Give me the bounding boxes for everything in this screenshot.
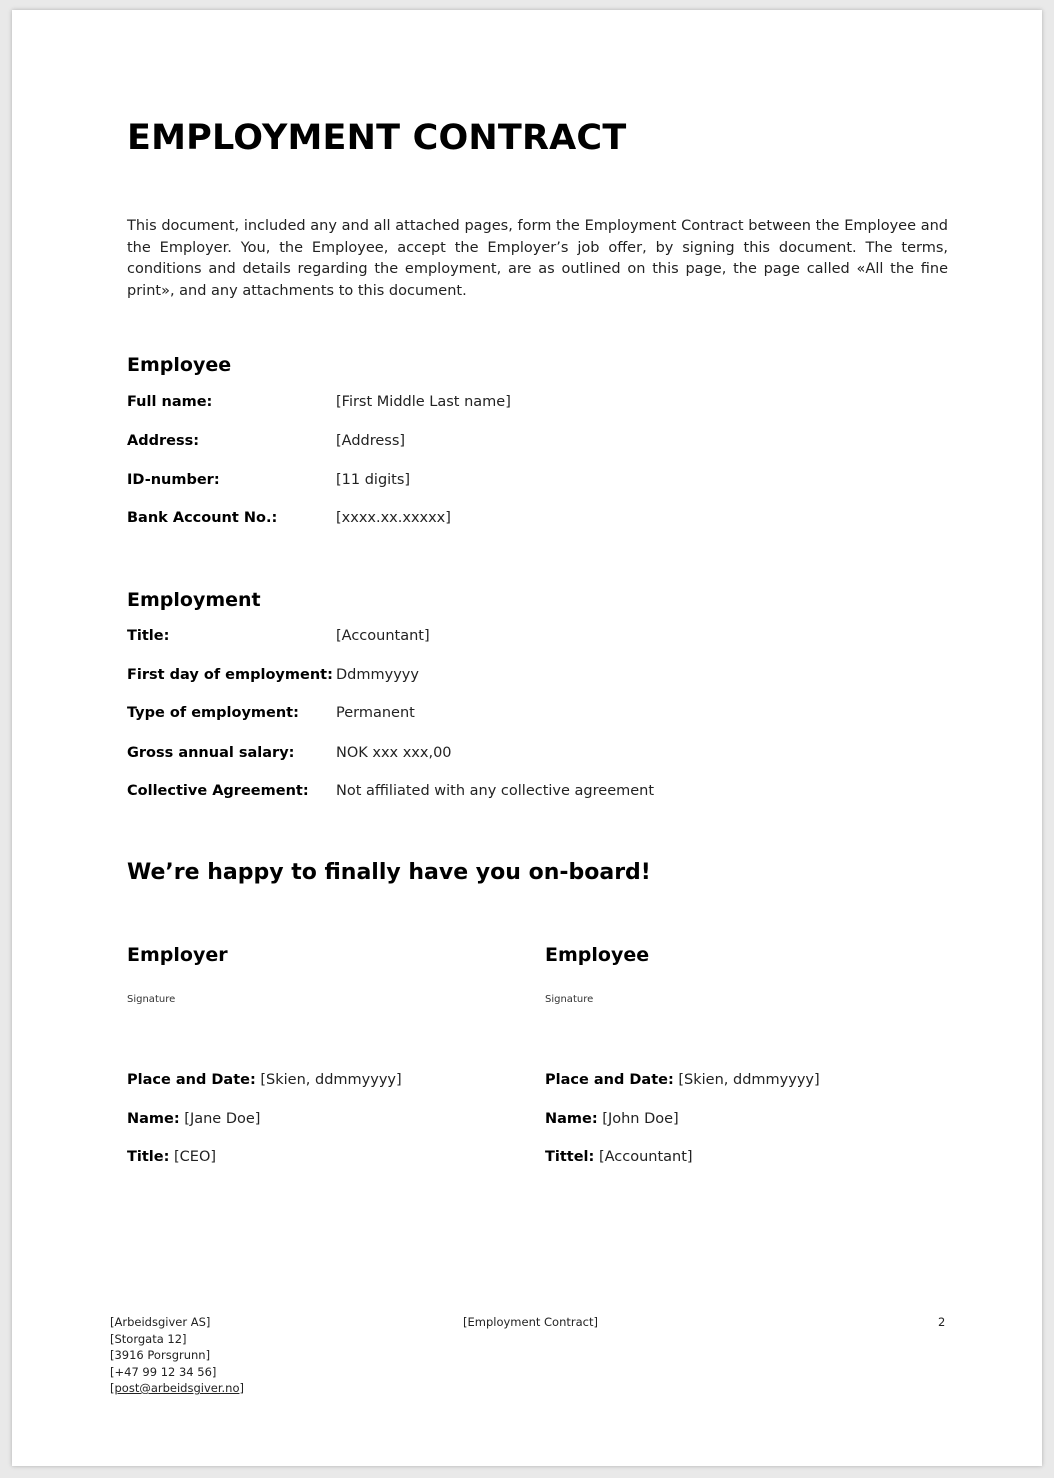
field-value: [xxxx.xx.xxxxx]: [336, 510, 451, 526]
employee-heading: Employee: [545, 944, 650, 966]
field-row-bank-account: [127, 510, 827, 532]
name-value: [John Doe]: [602, 1111, 679, 1127]
document-page: [12, 10, 1042, 1466]
field-row-id-number: [127, 472, 827, 494]
signature-caption: Signature: [545, 994, 594, 1005]
field-value: Permanent: [336, 705, 415, 721]
field-value: [Accountant]: [336, 628, 430, 644]
field-label: Full name:: [127, 394, 213, 410]
field-label: Title:: [127, 628, 170, 644]
title-label: Title:: [127, 1149, 170, 1165]
footer-phone: [+47 99 12 34 56]: [110, 1364, 217, 1379]
field-label: Gross annual salary:: [127, 745, 295, 761]
field-label: Bank Account No.:: [127, 510, 278, 526]
employee-place-date: [545, 1072, 820, 1088]
employee-title: [545, 1149, 693, 1165]
footer-page-number: 2: [938, 1315, 946, 1329]
title-label: Tittel:: [545, 1149, 595, 1165]
employer-name: [127, 1111, 260, 1127]
name-label: Name:: [127, 1111, 180, 1127]
title-value: [Accountant]: [598, 1149, 693, 1165]
welcome-heading: We’re happy to finally have you on-board!: [127, 860, 651, 885]
footer-company: [Arbeidsgiver AS]: [110, 1315, 211, 1329]
title-value: [CEO]: [174, 1149, 217, 1165]
field-value: [First Middle Last name]: [336, 394, 511, 410]
footer-address: [110, 1314, 244, 1397]
employer-heading: Employer: [127, 944, 228, 966]
place-date-value: [Skien, ddmmyyyy]: [260, 1072, 402, 1088]
field-label: Type of employment:: [127, 705, 299, 721]
intro-paragraph: This document, included any and all attached pages, form the Employment Contract between the Employee and the Employer. You, the Employee, accept the Employer’s job offer, by signing this document. The terms, conditions and details regarding the employment, are as outlined on this page, the page called «All the fine print», and any attachments to this document.: [127, 218, 948, 299]
field-row-full-name: [127, 394, 827, 416]
footer-street: [Storgata 12]: [110, 1331, 187, 1346]
field-value: NOK xxx xxx,00: [336, 745, 452, 761]
footer-email-link[interactable]: [post@arbeidsgiver.no]: [110, 1381, 244, 1395]
field-value: [11 digits]: [336, 472, 411, 488]
field-value: [Address]: [336, 433, 406, 449]
field-row-first-day: [127, 667, 827, 689]
place-date-value: [Skien, ddmmyyyy]: [678, 1072, 820, 1088]
employment-section-heading: Employment: [127, 589, 261, 611]
document-title: EMPLOYMENT CONTRACT: [127, 118, 627, 158]
field-row-address: [127, 433, 827, 455]
employer-title: [127, 1149, 216, 1165]
footer-document-name: [Employment Contract]: [463, 1315, 598, 1329]
name-value: [Jane Doe]: [184, 1111, 261, 1127]
place-date-label: Place and Date:: [545, 1072, 674, 1088]
footer-city: [3916 Porsgrunn]: [110, 1348, 211, 1362]
signature-caption: Signature: [127, 994, 176, 1005]
field-row-salary: [127, 745, 827, 767]
field-value: Not affiliated with any collective agreement: [336, 783, 655, 799]
field-label: First day of employment:: [127, 667, 333, 683]
place-date-label: Place and Date:: [127, 1072, 256, 1088]
field-label: Collective Agreement:: [127, 783, 309, 799]
name-label: Name:: [545, 1111, 598, 1127]
employee-name: [545, 1111, 679, 1127]
field-value: Ddmmyyyy: [336, 667, 419, 683]
employer-place-date: [127, 1072, 402, 1088]
field-row-collective-agreement: [127, 783, 827, 805]
field-label: ID-number:: [127, 472, 220, 488]
field-row-title: [127, 628, 827, 650]
field-row-type: [127, 705, 827, 727]
employee-section-heading: Employee: [127, 354, 232, 376]
field-label: Address:: [127, 433, 200, 449]
